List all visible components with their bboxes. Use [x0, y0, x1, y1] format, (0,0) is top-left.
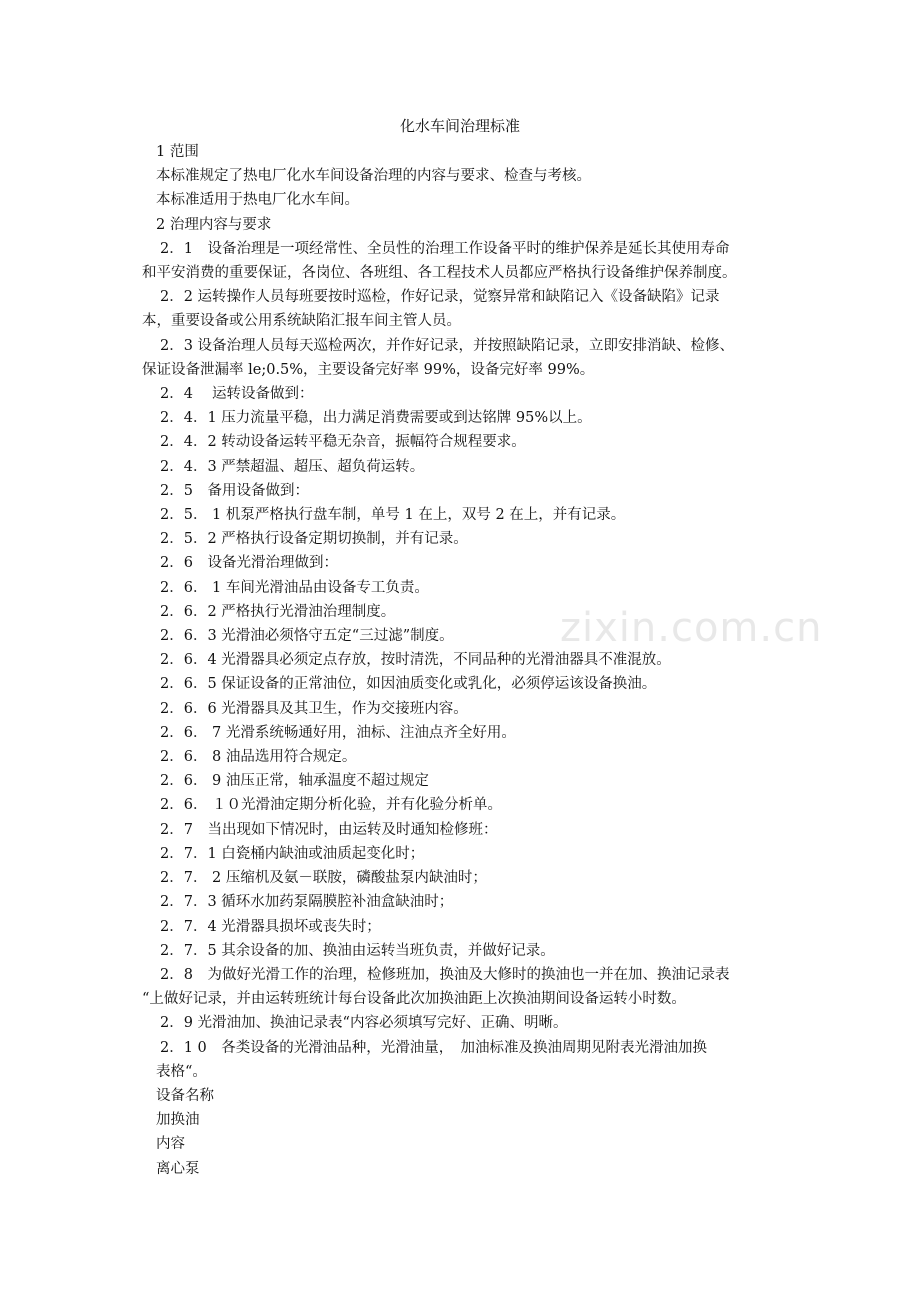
text-line: 2．7．5 其余设备的加、换油由运转当班负责，并做好记录。	[160, 942, 555, 959]
text-line: 2．1 0 各类设备的光滑油品种，光滑油量， 加油标准及换油周期见附表光滑油加换	[160, 1039, 708, 1056]
text-line: 1 范围	[156, 144, 199, 160]
text-line: 本，重要设备或公用系统缺陷汇报车间主管人员。	[142, 313, 461, 330]
text-line: 表格“。	[156, 1063, 207, 1080]
text-line: 保证设备泄漏率 le;0.5%，主要设备完好率 99%，设备完好率 99%。	[142, 361, 595, 378]
text-line: 2．1 设备治理是一项经常性、全员性的治理工作设备平时的维护保养是延长其使用寿命	[160, 240, 730, 257]
text-line: 2．9 光滑油加、换油记录表“内容必须填写完好、正确、明晰。	[160, 1015, 568, 1032]
watermark: zixin.com.cn	[560, 605, 823, 651]
document-body	[140, 140, 785, 1181]
text-line: 和平安消费的重要保证，各岗位、各班组、各工程技术人员都应严格执行设备维护保养制度。	[142, 265, 737, 282]
text-line: 2．4 运转设备做到：	[160, 386, 314, 403]
text-line: 2．4．3 严禁超温、超压、超负荷运转。	[160, 458, 425, 475]
text-line: 2．7． 2 压缩机及氨－联胺，磷酸盐泵内缺油时；	[160, 870, 487, 887]
text-line: 2．5．2 严格执行设备定期切换制，并有记录。	[160, 531, 468, 548]
text-line: 2．6 设备光滑治理做到：	[160, 555, 338, 572]
text-line: 2．5． 1 机泵严格执行盘车制，单号 1 在上，双号 2 在上，并有记录。	[160, 507, 626, 524]
text-line: 2．6．5 保证设备的正常油位，如因油质变化或乳化，必须停运该设备换油。	[160, 676, 657, 693]
text-line: 2．6．3 光滑油必须恪守五定“三过滤”制度。	[160, 628, 454, 645]
text-line: 2．7 当出现如下情况时，由运转及时通知检修班：	[160, 821, 498, 838]
text-line: 离心泵	[156, 1160, 200, 1177]
text-line: 2．7．1 白瓷桶内缺油或油质起变化时；	[160, 845, 425, 862]
text-line: 2．6． 7 光滑系统畅通好用，油标、注油点齐全好用。	[160, 724, 516, 741]
text-line: 设备名称	[156, 1087, 214, 1104]
text-line: “上做好记录，并由运转班统计每台设备此次加换油距上次换油期间设备运转小时数。	[142, 991, 686, 1008]
text-line: 2．6．4 光滑器具必须定点存放，按时清洗，不同品种的光滑油器具不准混放。	[160, 652, 671, 669]
text-line: 2．6．6 光滑器具及其卫生，作为交接班内容。	[160, 700, 468, 717]
text-line: 2．3 设备治理人员每天巡检两次，并作好记录，并按照缺陷记录，立即安排消缺、检修、	[160, 337, 735, 354]
text-line: 2．7．4 光滑器具损坏或丧失时；	[160, 918, 381, 935]
text-line: 2．6． 8 油品选用符合规定。	[160, 749, 357, 766]
text-line: 加换油	[156, 1112, 200, 1129]
text-line: 2．4．2 转动设备运转平稳无杂音，振幅符合规程要求。	[160, 434, 526, 451]
text-line: 2．7．3 循环水加药泵隔膜腔补油盒缺油时；	[160, 894, 454, 911]
text-line: 2．6．2 严格执行光滑油治理制度。	[160, 603, 396, 620]
text-line: 2．4．1 压力流量平稳，出力满足消费需要或到达铭牌 95%以上。	[160, 410, 592, 427]
document-title: 化水车间治理标准	[399, 117, 520, 135]
text-line: 本标准适用于热电厂化水车间。	[156, 192, 359, 209]
text-line: 2．8 为做好光滑工作的治理，检修班加，换油及大修时的换油也一并在加、换油记录表	[160, 966, 730, 983]
text-line: 2．6． １０光滑油定期分析化验，并有化验分析单。	[160, 797, 503, 814]
text-line: 本标准规定了热电厂化水车间设备治理的内容与要求、检查与考核。	[156, 168, 591, 185]
text-line: 2 治理内容与要求	[156, 216, 272, 233]
text-line: 2．2 运转操作人员每班要按时巡检，作好记录，觉察异常和缺陷记入《设备缺陷》记录	[160, 289, 720, 306]
text-line: 2．6． 1 车间光滑油品由设备专工负责。	[160, 579, 429, 596]
text-line: 内容	[156, 1136, 185, 1153]
text-line: 2．5 备用设备做到：	[160, 482, 309, 499]
text-line: 2．6． 9 油压正常，轴承温度不超过规定	[160, 773, 429, 790]
